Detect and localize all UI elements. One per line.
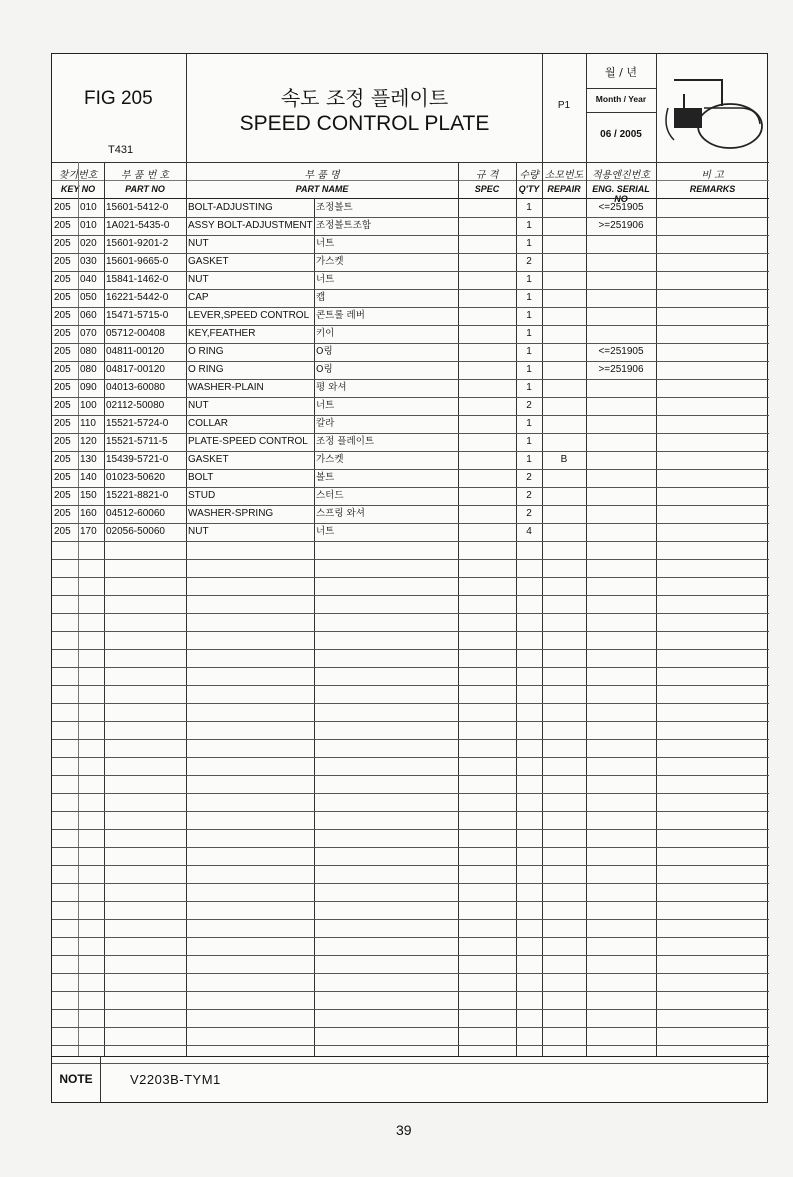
- part-name: GASKET: [188, 454, 229, 465]
- part-number: 15521-5724-0: [106, 418, 169, 429]
- table-row: [52, 577, 769, 596]
- table-row: [52, 829, 769, 848]
- quantity: 4: [526, 526, 532, 537]
- part-number: 15601-5412-0: [106, 202, 169, 213]
- col-remarks: REMARKS: [689, 184, 736, 194]
- fig-number: 205: [54, 454, 71, 465]
- table-row: [52, 757, 769, 776]
- col-part-no-kr: 부 품 번 호: [120, 170, 170, 181]
- table-row: [52, 703, 769, 722]
- col-spec: SPEC: [474, 184, 500, 194]
- table-row: [52, 631, 769, 650]
- key-number: 030: [80, 256, 97, 267]
- col-repair-kr: 소모번도: [544, 170, 584, 181]
- note-label: NOTE: [59, 1072, 93, 1086]
- part-name: WASHER-SPRING: [188, 508, 274, 519]
- col-part-no: PART NO: [125, 184, 165, 194]
- fig-number: 205: [54, 256, 71, 267]
- table-row: [52, 559, 769, 578]
- table-row: [52, 919, 769, 938]
- table-row: [52, 883, 769, 902]
- quantity: 1: [526, 436, 532, 447]
- part-number: 1A021-5435-0: [106, 220, 170, 231]
- table-row: [52, 1045, 769, 1064]
- table-row: [52, 253, 769, 272]
- table-row: [52, 289, 769, 308]
- key-number: 090: [80, 382, 97, 393]
- part-name: COLLAR: [188, 418, 229, 429]
- month-year-korean: 월 / 년: [605, 66, 637, 79]
- key-number: 010: [80, 220, 97, 231]
- part-number: 15521-5711-5: [106, 436, 168, 447]
- part-name: KEY,FEATHER: [188, 328, 256, 339]
- part-name-korean: 조정볼트조합: [316, 220, 372, 231]
- quantity: 2: [526, 508, 532, 519]
- parts-sheet: [51, 53, 768, 1103]
- key-number: 150: [80, 490, 97, 501]
- part-name: NUT: [188, 526, 209, 537]
- fig-number: 205: [54, 274, 71, 285]
- table-row: [52, 1027, 769, 1046]
- col-repair: REPAIR: [547, 184, 581, 194]
- col-key-no-kr: 찾기번호: [58, 170, 98, 181]
- key-number: 020: [80, 238, 97, 249]
- month-year-label: Month / Year: [595, 94, 647, 104]
- table-row: [52, 649, 769, 668]
- engine-serial: <=251905: [598, 202, 644, 213]
- table-row: [52, 469, 769, 488]
- col-remarks-kr: 비 고: [701, 170, 724, 181]
- col-eng-serial: ENG. SERIAL NO: [592, 184, 650, 204]
- model-code: T431: [108, 144, 134, 156]
- key-number: 010: [80, 202, 97, 213]
- key-number: 160: [80, 508, 97, 519]
- quantity: 1: [526, 202, 532, 213]
- fig-number: 205: [54, 292, 71, 303]
- date-value: 06 / 2005: [600, 129, 642, 140]
- fig-number: 205: [54, 436, 71, 447]
- part-name-korean: 너트: [316, 400, 335, 411]
- fig-number: 205: [54, 400, 71, 411]
- part-name-korean: 콘트롤 레버: [316, 310, 365, 321]
- fig-number: 205: [54, 346, 71, 357]
- part-number: 02112-50080: [106, 400, 165, 411]
- fig-number: 205: [54, 220, 71, 231]
- fig-number: 205: [54, 310, 71, 321]
- table-row: [52, 379, 769, 398]
- col-spec-kr: 규 격: [475, 170, 499, 181]
- part-name: BOLT-ADJUSTING: [188, 202, 273, 213]
- part-number: 15841-1462-0: [106, 274, 169, 285]
- fig-number: 205: [54, 508, 71, 519]
- key-number: 100: [80, 400, 97, 411]
- quantity: 1: [526, 220, 532, 231]
- fig-number: 205: [54, 472, 71, 483]
- quantity: 2: [526, 256, 532, 267]
- part-name-korean: O링: [316, 346, 333, 357]
- note-value: V2203B-TYM1: [130, 1072, 221, 1087]
- col-eng-serial-kr: 적용엔진번호: [592, 170, 650, 181]
- part-number: 15601-9665-0: [106, 256, 169, 267]
- engine-serial: <=251905: [598, 346, 644, 357]
- table-row: [52, 991, 769, 1010]
- quantity: 1: [526, 328, 532, 339]
- table-row: [52, 325, 769, 344]
- key-number: 060: [80, 310, 97, 321]
- fig-number: 205: [54, 328, 71, 339]
- key-number: 080: [80, 364, 97, 375]
- part-name: GASKET: [188, 256, 229, 267]
- part-name-korean: 캡: [316, 292, 326, 303]
- key-number: 130: [80, 454, 97, 465]
- table-row: [52, 217, 769, 236]
- part-name-korean: 가스켓: [316, 256, 344, 267]
- fig-number: 205: [54, 238, 71, 249]
- col-qty: Q'TY: [518, 184, 540, 194]
- key-number: 040: [80, 274, 97, 285]
- key-number: 050: [80, 292, 97, 303]
- table-row: [52, 397, 769, 416]
- table-row: [52, 667, 769, 686]
- quantity: 1: [526, 292, 532, 303]
- part-number: 01023-50620: [106, 472, 165, 483]
- table-row: [52, 487, 769, 506]
- page-code: P1: [557, 100, 571, 111]
- table-row: [52, 811, 769, 830]
- part-number: 15221-8821-0: [106, 490, 169, 501]
- part-name: NUT: [188, 274, 209, 285]
- part-number: 02056-50060: [106, 526, 165, 537]
- col-qty-kr: 수량: [519, 170, 539, 181]
- table-row: [52, 361, 769, 380]
- table-row: [52, 685, 769, 704]
- part-name-korean: O링: [316, 364, 333, 375]
- part-number: 16221-5442-0: [106, 292, 169, 303]
- fig-number: 205: [54, 382, 71, 393]
- engine-serial: >=251906: [598, 220, 644, 231]
- table-row: [52, 973, 769, 992]
- col-part-name-kr: 부 품 명: [304, 170, 340, 181]
- fig-number: 205: [54, 202, 71, 213]
- quantity: 2: [526, 472, 532, 483]
- part-number: 15439-5721-0: [106, 454, 169, 465]
- quantity: 1: [526, 418, 532, 429]
- quantity: 1: [526, 346, 532, 357]
- engine-serial: >=251906: [598, 364, 644, 375]
- table-row: [52, 739, 769, 758]
- part-number: 15471-5715-0: [106, 310, 169, 321]
- part-name: LEVER,SPEED CONTROL: [188, 310, 310, 321]
- table-row: [52, 433, 769, 452]
- part-name: O RING: [188, 346, 224, 357]
- part-name: CAP: [188, 292, 209, 303]
- part-name: PLATE-SPEED CONTROL: [188, 436, 308, 447]
- part-number: 05712-00408: [106, 328, 165, 339]
- part-name: WASHER-PLAIN: [188, 382, 264, 393]
- table-row: [52, 721, 769, 740]
- col-key-no: KEY NO: [60, 184, 96, 194]
- table-row: [52, 613, 769, 632]
- table-row: [52, 235, 769, 254]
- part-name: O RING: [188, 364, 224, 375]
- fig-number: 205: [54, 364, 71, 375]
- title-english: SPEED CONTROL PLATE: [239, 112, 490, 135]
- table-row: [52, 847, 769, 866]
- quantity: 1: [526, 274, 532, 285]
- table-row: [52, 1009, 769, 1028]
- part-name: NUT: [188, 238, 209, 249]
- table-row: [52, 505, 769, 524]
- part-name-korean: 너트: [316, 238, 335, 249]
- table-row: [52, 595, 769, 614]
- part-number: 04817-00120: [106, 364, 165, 375]
- table-row: [52, 307, 769, 326]
- table-row: [52, 901, 769, 920]
- key-number: 140: [80, 472, 97, 483]
- fig-label: FIG 205: [84, 88, 153, 109]
- table-row: [52, 955, 769, 974]
- title-korean: 속도 조정 플레이트: [280, 86, 449, 110]
- part-name-korean: 볼트: [316, 472, 335, 483]
- quantity: 1: [526, 382, 532, 393]
- table-row: [52, 199, 769, 218]
- quantity: 1: [526, 364, 532, 375]
- table-row: [52, 775, 769, 794]
- part-number: 04013-60080: [106, 382, 165, 393]
- key-number: 120: [80, 436, 97, 447]
- part-number: 15601-9201-2: [106, 238, 169, 249]
- quantity: 2: [526, 490, 532, 501]
- table-row: [52, 793, 769, 812]
- quantity: 1: [526, 310, 532, 321]
- fig-number: 205: [54, 490, 71, 501]
- table-row: [52, 271, 769, 290]
- quantity: 1: [526, 454, 532, 465]
- repair-code: B: [560, 454, 568, 465]
- part-name: ASSY BOLT-ADJUSTMENT: [188, 220, 313, 231]
- quantity: 1: [526, 238, 532, 249]
- part-name-korean: 너트: [316, 526, 335, 537]
- part-name-korean: 칼라: [316, 418, 335, 429]
- key-number: 070: [80, 328, 97, 339]
- part-name-korean: 가스켓: [316, 454, 344, 465]
- part-number: 04811-00120: [106, 346, 165, 357]
- table-row: [52, 541, 769, 560]
- table-row: [52, 415, 769, 434]
- part-name-korean: 평 와셔: [316, 382, 347, 393]
- fig-number: 205: [54, 526, 71, 537]
- part-name: NUT: [188, 400, 209, 411]
- key-number: 080: [80, 346, 97, 357]
- table-row: [52, 523, 769, 542]
- part-name-korean: 스프링 와셔: [316, 508, 365, 519]
- table-row: [52, 865, 769, 884]
- part-name-korean: 조정볼트: [316, 202, 353, 213]
- fig-number: 205: [54, 418, 71, 429]
- part-number: 04512-60060: [106, 508, 165, 519]
- key-number: 110: [80, 418, 96, 429]
- key-number: 170: [80, 526, 97, 537]
- table-row: [52, 343, 769, 362]
- page-number: 39: [396, 1122, 412, 1138]
- tractor-icon: [660, 68, 764, 150]
- part-name: BOLT: [188, 472, 214, 483]
- part-name: STUD: [188, 490, 216, 501]
- part-name-korean: 조정 플레이트: [316, 436, 375, 447]
- table-row: [52, 451, 769, 470]
- col-part-name: PART NAME: [295, 184, 349, 194]
- part-name-korean: 스터드: [316, 490, 344, 501]
- quantity: 2: [526, 400, 532, 411]
- part-name-korean: 키이: [316, 328, 335, 339]
- part-name-korean: 너트: [316, 274, 335, 285]
- table-row: [52, 937, 769, 956]
